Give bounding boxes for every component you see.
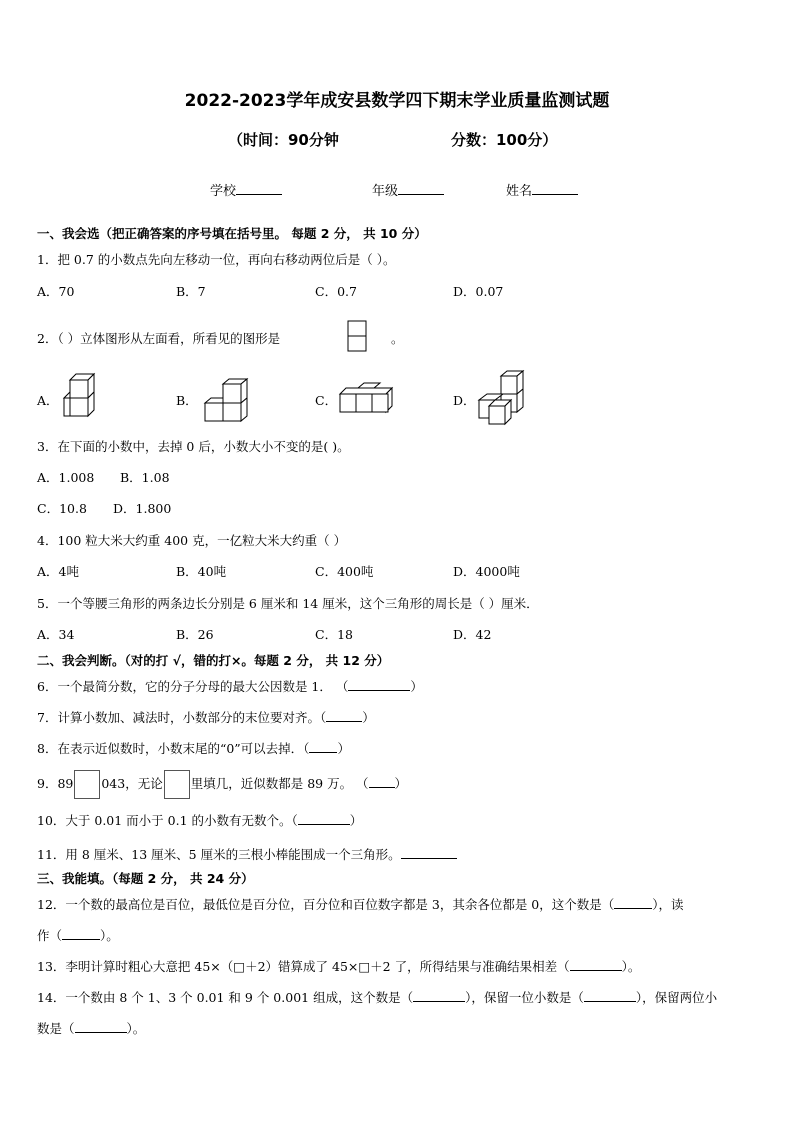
q3-option-c[interactable]: C．10.8: [37, 501, 87, 516]
question-8-end: ）: [337, 741, 350, 756]
exam-score: 分数：100分）: [451, 131, 558, 149]
question-4: 4．100 粒大米大约重 400 克，一亿粒大米大约重（ ）: [37, 533, 347, 548]
name-blank[interactable]: [532, 182, 578, 195]
q10-answer-blank[interactable]: [298, 813, 350, 825]
school-blank[interactable]: [236, 182, 282, 195]
q9-digit-box-1[interactable]: [74, 770, 100, 799]
q3-option-b[interactable]: B．1.08: [120, 470, 170, 485]
question-13-end: ）。: [621, 959, 641, 974]
q1-option-d[interactable]: D．0.07: [453, 284, 504, 299]
question-9-part-c: 里填几，近似数都是 89 万。 （: [190, 776, 369, 791]
q14-one-decimal-blank[interactable]: [584, 990, 636, 1002]
question-10-text: 10．大于 0.01 而小于 0.1 的小数有无数个。（: [37, 813, 298, 828]
question-14-text-b: ），保留一位小数是（: [465, 990, 584, 1005]
question-1: 1．把 0.7 的小数点先向左移动一位，再向右移动两位后是（ ）。: [37, 252, 396, 267]
q9-digit-box-2[interactable]: [164, 770, 190, 799]
question-7-text: 7．计算小数加、减法时，小数部分的末位要对齐。（: [37, 710, 327, 725]
q11-answer-blank[interactable]: [401, 847, 457, 859]
question-2: 2．（ ）立体图形从左面看，所看见的图形是: [37, 331, 281, 346]
q2-option-b[interactable]: B．: [176, 393, 198, 408]
question-13-text: 13．李明计算时粗心大意把 45×（□＋2）错算成了 45×□＋2 了，所得结果与准确结果相差（: [37, 959, 570, 974]
section-3-heading: 三、我能填。（每题 2 分， 共 24 分）: [37, 871, 254, 886]
question-13: [37, 957, 640, 975]
question-14-text: 14．一个数由 8 个 1、3 个 0.01 和 9 个 0.001 组成，这个数是（: [37, 990, 414, 1005]
question-12-text: 12．一个数的最高位是百位，最低位是百分位，百分位和百位数字都是 3，其余各位都是 0，这个数是（: [37, 897, 615, 912]
cube-figure-c: [338, 382, 398, 414]
question-10: [37, 811, 362, 829]
question-7-end: ）: [362, 710, 375, 725]
q13-answer-blank[interactable]: [570, 959, 622, 971]
question-14-text-d: 数是（: [37, 1021, 75, 1036]
q8-answer-blank[interactable]: [309, 741, 337, 753]
question-12-text-c: 作（: [37, 928, 63, 943]
question-2-end: 。: [391, 331, 404, 346]
q3-option-d[interactable]: D．1.800: [113, 501, 172, 516]
name-label: 姓名: [506, 184, 533, 199]
question-11: [37, 845, 457, 863]
question-12-line-1: [37, 895, 684, 913]
section-2-heading: 二、我会判断。（对的打 √，错的打×。每题 2 分， 共 12 分）: [37, 653, 390, 668]
question-6-text: 6．一个最简分数，它的分子分母的最大公因数是 1． （: [37, 679, 349, 694]
q5-option-b[interactable]: B．26: [176, 627, 214, 642]
question-5: 5．一个等腰三角形的两条边长分别是 6 厘米和 14 厘米，这个三角形的周长是（ ）厘米．: [37, 596, 539, 611]
name-field: [506, 180, 578, 199]
question-6-end: ）: [410, 679, 423, 694]
question-9-part-b: 043，无论: [101, 776, 163, 791]
q1-option-b[interactable]: B．7: [176, 284, 206, 299]
page-title: 2022-2023学年成安县数学四下期末学业质量监测试题: [184, 91, 610, 111]
q5-option-c[interactable]: C．18: [315, 627, 353, 642]
question-9-end: ）: [394, 776, 408, 791]
grade-blank[interactable]: [398, 182, 444, 195]
q2-option-c[interactable]: C．: [315, 393, 338, 408]
question-12-text-d: ）。: [100, 928, 119, 943]
cube-figure-a: [62, 372, 96, 420]
question-9-part-a: 9．89: [37, 776, 74, 791]
grade-field: [372, 180, 444, 199]
q4-option-a[interactable]: A．4吨: [37, 564, 79, 579]
q12-number-blank[interactable]: [614, 897, 652, 909]
question-14-text-e: ）。: [126, 1021, 146, 1036]
q14-two-decimal-blank[interactable]: [75, 1021, 127, 1033]
question-6: [37, 677, 423, 695]
q4-option-b[interactable]: B．40吨: [176, 564, 227, 579]
q14-number-blank[interactable]: [413, 990, 465, 1002]
school-label: 学校: [210, 184, 237, 199]
question-8: [37, 739, 350, 757]
question-12-text-b: ），读: [652, 897, 684, 912]
question-12-line-2: [37, 926, 119, 944]
question-7: [37, 708, 375, 726]
section-1-heading: 一、我会选（把正确答案的序号填在括号里。 每题 2 分， 共 10 分）: [37, 226, 427, 241]
q9-answer-blank[interactable]: [369, 776, 395, 788]
q5-option-a[interactable]: A．34: [37, 627, 75, 642]
question-14-line-1: [37, 988, 717, 1006]
question-9: [37, 770, 407, 799]
cube-figure-b: [203, 378, 247, 422]
grade-label: 年级: [372, 184, 399, 199]
q2-option-d[interactable]: D．: [453, 393, 476, 408]
q7-answer-blank[interactable]: [326, 710, 362, 722]
left-view-figure: [347, 320, 369, 354]
q2-option-a[interactable]: A．: [37, 393, 59, 408]
q6-answer-blank[interactable]: [348, 679, 410, 691]
q1-option-a[interactable]: A．70: [37, 284, 75, 299]
school-field: [210, 180, 282, 199]
q3-option-a[interactable]: A．1.008: [37, 470, 95, 485]
question-11-text: 11．用 8 厘米、13 厘米、5 厘米的三根小棒能围成一个三角形。: [37, 847, 401, 862]
q4-option-c[interactable]: C．400吨: [315, 564, 374, 579]
q1-option-c[interactable]: C．0.7: [315, 284, 357, 299]
cube-figure-d: [477, 370, 527, 428]
question-3: 3．在下面的小数中，去掉 0 后，小数大小不变的是( )。: [37, 439, 350, 454]
q4-option-d[interactable]: D．4000吨: [453, 564, 520, 579]
exam-time: （时间：90分钟: [228, 131, 339, 149]
question-10-end: ）: [349, 813, 363, 828]
q5-option-d[interactable]: D．42: [453, 627, 492, 642]
question-14-line-2: [37, 1019, 145, 1037]
q12-reading-blank[interactable]: [62, 928, 100, 940]
question-14-text-c: ），保留两位小: [635, 990, 718, 1005]
question-8-text: 8．在表示近似数时，小数末尾的“0”可以去掉．（: [37, 741, 310, 756]
